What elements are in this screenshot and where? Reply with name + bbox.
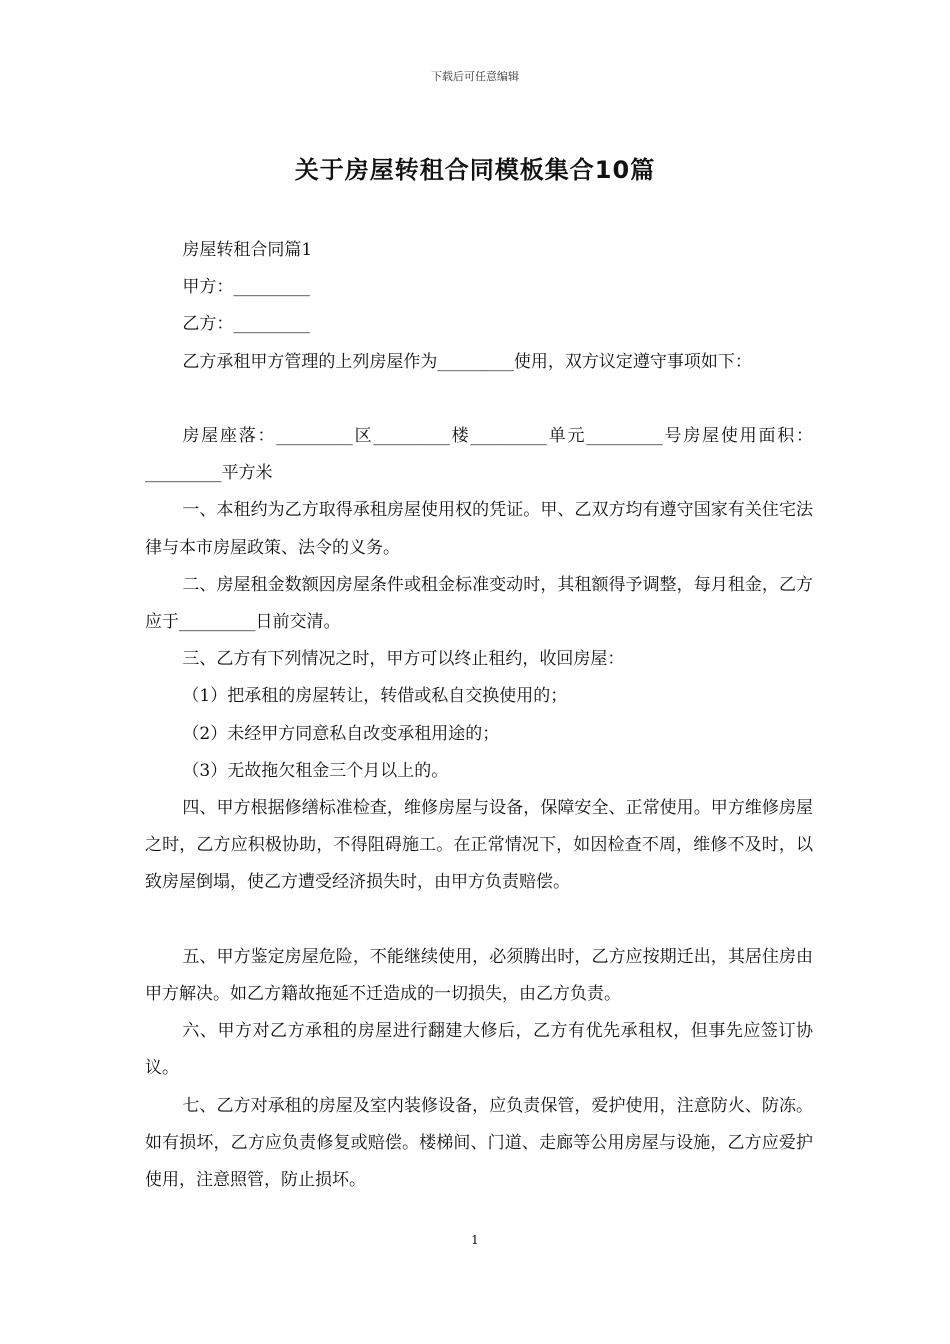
- document-body: [145, 232, 813, 1199]
- header-note: 下载后可任意编辑: [431, 70, 519, 83]
- document-title: 关于房屋转租合同模板集合10篇: [294, 156, 656, 184]
- clause-6: 六、甲方对乙方承租的房屋进行翻建大修后，乙方有优先承租权，但事先应签订协议。: [145, 1021, 813, 1079]
- party-a-line: 甲方：_________: [182, 277, 310, 298]
- clause-3-item-1: （1）把承租的房屋转让，转借或私自交换使用的；: [182, 686, 568, 707]
- clause-3: 三、乙方有下列情况之时，甲方可以终止租约，收回房屋：: [182, 649, 625, 670]
- clause-1: 一、本租约为乙方取得承租房屋使用权的凭证。甲、乙双方均有遵守国家有关住宅法律与本市房屋政策、法令的义务。: [145, 500, 813, 558]
- blank-line: [145, 381, 813, 418]
- party-b-line: 乙方：_________: [182, 314, 310, 335]
- clause-5: 五、甲方鉴定房屋危险，不能继续使用，必须腾出时，乙方应按期迁出，其居住房由甲方解决。如乙方籍故拖延不迁造成的一切损失，由乙方负责。: [145, 946, 813, 1005]
- blank-line: [145, 902, 813, 939]
- clause-4: 四、甲方根据修缮标准检查，维修房屋与设备，保障安全、正常使用。甲方维修房屋之时，乙方应积极协助，不得阻碍施工。在正常情况下，如因检查不周，维修不及时，以致房屋倒塌，使乙方遭受经济损失时，由甲方负责赔偿。: [145, 798, 813, 893]
- location-paragraph: 房屋座落：_________区_________楼_________单元_________号房屋使用面积：_________平方米: [145, 426, 813, 484]
- section-heading: 房屋转租合同篇1: [182, 240, 313, 260]
- clause-7: 七、乙方对承租的房屋及室内装修设备，应负责保管，爱护使用，注意防火、防冻。如有损坏，乙方应负责修复或赔偿。楼梯间、门道、走廊等公用房屋与设施，乙方应爱护使用，注意照管，防止损坏。: [145, 1095, 813, 1191]
- clause-3-item-3: （3）无故拖欠租金三个月以上的。: [182, 760, 449, 781]
- clause-3-item-2: （2）未经甲方同意私自改变承租用途的；: [182, 723, 500, 744]
- clause-2: 二、房屋租金数额因房屋条件或租金标准变动时，其租额得予调整，每月租金，乙方应于_________日前交清。: [145, 574, 813, 633]
- page-number: 1: [471, 1233, 479, 1247]
- intro-paragraph: 乙方承租甲方管理的上列房屋作为_________使用，双方议定遵守事项如下：: [182, 351, 752, 372]
